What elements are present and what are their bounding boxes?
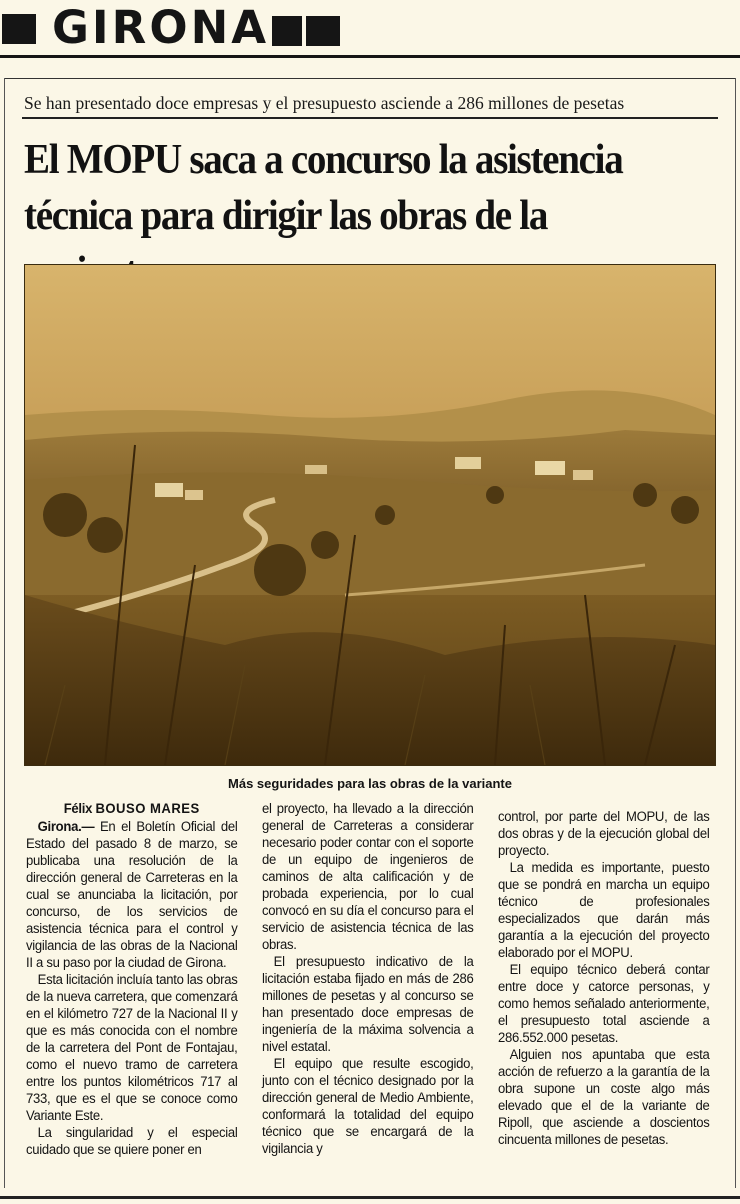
- section-header: [0, 0, 740, 58]
- header-block-right-1: [272, 16, 302, 46]
- landscape-photo-illustration: [25, 265, 715, 765]
- article-frame-right: [735, 78, 736, 1188]
- paragraph: La singularidad y el especial cuidado que se quiere poner en: [26, 1125, 238, 1157]
- byline-surname: BOUSO MARES: [95, 801, 200, 816]
- byline-first-name: Félix: [63, 801, 93, 816]
- section-name: GIRONA: [52, 1, 270, 54]
- article-headline: El MOPU saca a concurso la asistencia técnica para dirigir las obras de la: [24, 137, 623, 239]
- article-column-2: [262, 800, 473, 1157]
- article-frame-top: [4, 78, 736, 79]
- byline: [26, 800, 237, 817]
- paragraph-text: En el Boletín Oficial del Estado del pasado 8 de marzo, se publicaba una resolución de la dirección general de Carreteras en la cual se anunciaba la licitación, por concurso, de los servicios de asistencia técnica para el control y vigilancia de las obras de la Nacional II a su paso por la ciudad de Girona.: [26, 819, 238, 970]
- paragraph: El presupuesto indicativo de la licitación estaba fijado en más de 286 millones de pesetas y al concurso se han presentado doce empresas de ingeniería de la máxima solvencia a nivel estatal.: [262, 954, 474, 1054]
- header-block-right-2: [306, 16, 340, 46]
- article-frame-left: [4, 78, 5, 1188]
- paragraph: [26, 818, 237, 971]
- article-column-3: [498, 808, 709, 1148]
- subtitle-rule: [22, 117, 718, 119]
- header-block-left: [2, 14, 36, 44]
- paragraph: Alguien nos apuntaba que esta acción de refuerzo a la garantía de la obra supone un coste algo más elevado que el de la variante de Ripoll, que asciende a doscientos cincuenta millones de pesetas.: [498, 1047, 710, 1147]
- paragraph-continued: control, por parte del MOPU, de las dos obras y de la ejecución global del proyecto.: [498, 809, 710, 858]
- lead-city: Girona.—: [37, 819, 95, 834]
- bottom-rule: [0, 1196, 740, 1199]
- paragraph: Esta licitación incluía tanto las obras de la nueva carretera, que comenzará en el kilómetro 727 de la Nacional II y que es más conocida con el nombre de la carretera del Pont de Fontajau, como el nuevo tramo de carretera entre los puntos kilométricos 717 al 733, que es el que se conoce como Variante Este.: [26, 972, 238, 1123]
- header-rule: [0, 55, 740, 58]
- photo-caption: Más seguridades para las obras de la variante: [228, 776, 512, 791]
- article-column-1: [26, 800, 237, 1158]
- landscape-photo: [24, 264, 716, 766]
- paragraph: La medida es importante, puesto que se pondrá en marcha un equipo técnico de profesionales especializados que darán más garantía a la ejecución del proyecto elaborado por el MOPU.: [498, 860, 710, 960]
- paragraph: El equipo técnico deberá contar entre doce y catorce personas, y como hemos señalado anteriormente, el presupuesto total asciende a 286.552.000 pesetas.: [498, 962, 710, 1045]
- article-subtitle: Se han presentado doce empresas y el presupuesto asciende a 286 millones de pesetas: [24, 93, 625, 113]
- paragraph-continued: el proyecto, ha llevado a la dirección general de Carreteras a considerar necesario poder contar con el soporte de un equipo de ingenieros de caminos de alta calificación y de probada experiencia, por lo cual convocó en su día el concurso para el servicio de asistencia técnica de las obras.: [262, 801, 474, 952]
- paragraph: El equipo que resulte escogido, junto con el técnico designado por la dirección general de Medio Ambiente, conformará la totalidad del equipo técnico que se encargará de la vigilancia y: [262, 1056, 474, 1156]
